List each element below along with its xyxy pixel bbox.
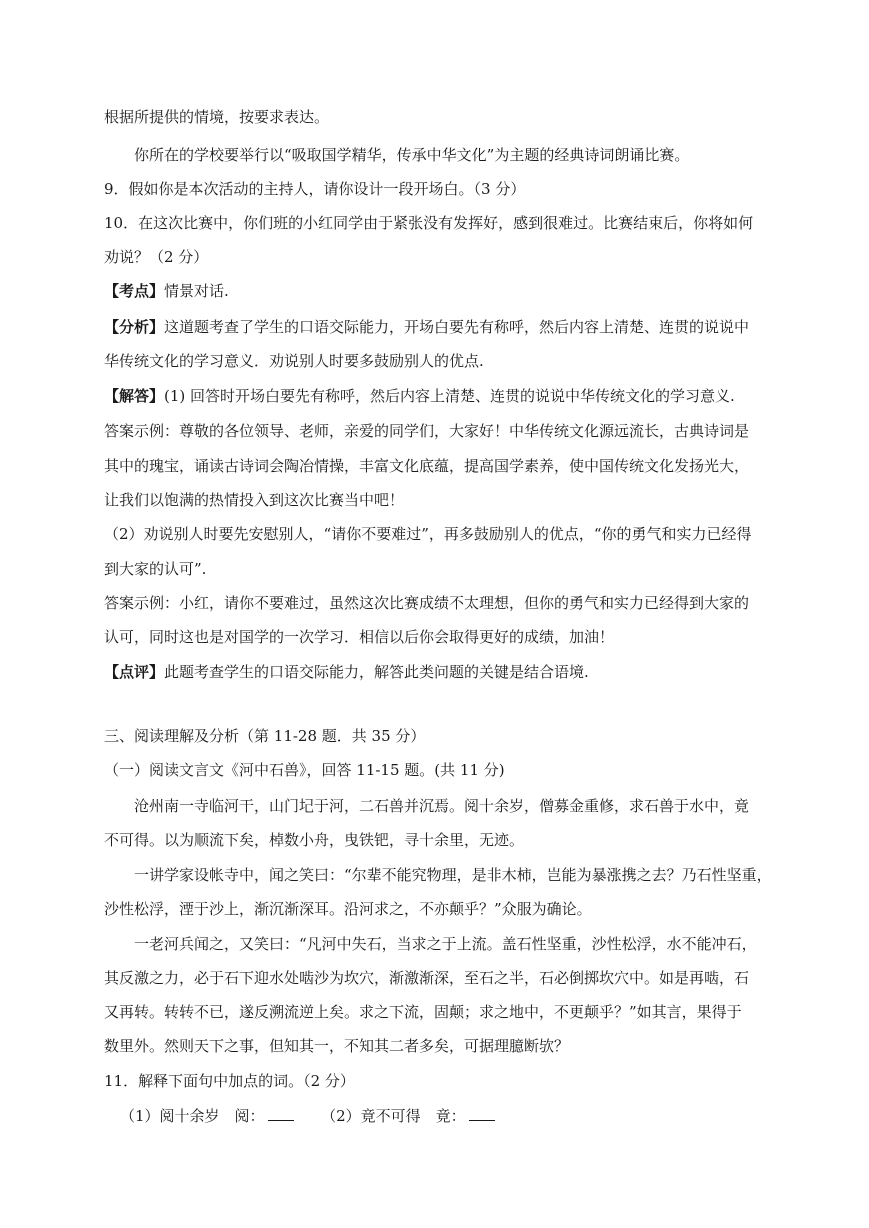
subsection-heading: （一）阅读文言文《河中石兽》，回答 11-15 题。(共 11 分) — [104, 761, 505, 779]
fenxi-tag: 【分析】 — [104, 318, 165, 336]
jieda-tag: 【解答】 — [104, 387, 165, 405]
item-1-label: （1）阅十余岁 阅： — [120, 1107, 265, 1125]
fenxi-line — [104, 317, 784, 337]
passage-line: 沧州南一寺临河干，山门圮于河，二石兽并沉焉。阅十余岁，僧募金重修，求石兽于水中，竟 — [134, 797, 750, 815]
passage-line: 其反激之力，必于石下迎水处啮沙为坎穴，渐激渐深，至石之半，石必倒掷坎穴中。如是再啮，石 — [104, 969, 750, 987]
passage-line: 沙性松浮，湮于沙上，渐沉渐深耳。沿河求之，不亦颠乎？”众服为确论。 — [104, 900, 592, 918]
dianping-line — [104, 662, 784, 682]
text-line: 到大家的认可”. — [104, 560, 207, 578]
text-line: 答案示例：尊敬的各位领导、老师，亲爱的同学们，大家好！中华传统文化源远流长，古典诗词是 — [104, 422, 750, 440]
text-line: 其中的瑰宝，诵读古诗词会陶冶情操，丰富文化底蕴，提高国学素养，使中国传统文化发扬光大， — [104, 457, 750, 475]
passage-line: 一讲学家设帐寺中，闻之笑曰：“尔辈不能究物理，是非木柿，岂能为暴涨携之去？乃石性坚重， — [134, 866, 772, 884]
answer-blank-2[interactable] — [469, 1106, 495, 1121]
answer-blank-1[interactable] — [268, 1106, 294, 1121]
text-line: （2）劝说别人时要先安慰别人，“请你不要难过”，再多鼓励别人的优点，“你的勇气和实力已经得 — [104, 525, 752, 543]
kaodian-tag: 【考点】 — [104, 282, 165, 300]
text-line: 答案示例：小红，请你不要难过，虽然这次比赛成绩不太理想，但你的勇气和实力已经得到大家的 — [104, 594, 750, 612]
kaodian-text: 情景对话. — [164, 282, 229, 300]
section-heading: 三、阅读理解及分析（第 11-28 题．共 35 分） — [104, 727, 426, 745]
text-line: 你所在的学校要举行以“吸取国学精华，传承中华文化”为主题的经典诗词朗诵比赛。 — [134, 146, 690, 164]
text-line: 根据所提供的情境，按要求表达。 — [104, 108, 330, 126]
passage-line: 数里外。然则天下之事，但知其一，不知其二者多矣，可据理臆断欤？ — [104, 1037, 570, 1055]
passage-line: 一老河兵闻之，又笑曰：“凡河中失石，当求之于上流。盖石性坚重，沙性松浮，水不能冲石， — [134, 935, 757, 953]
jieda-line — [104, 386, 784, 406]
question-10: 10．在这次比赛中，你们班的小红同学由于紧张没有发挥好，感到很难过。比赛结束后，你将如何 — [104, 214, 754, 232]
text-line: 华传统文化的学习意义．劝说别人时要多鼓励别人的优点. — [104, 352, 484, 370]
passage-line: 不可得。以为顺流下矣，棹数小舟，曳铁钯，寻十余里，无迹。 — [104, 831, 525, 849]
text-line: 劝说？（2 分） — [104, 248, 209, 266]
question-11-items — [120, 1106, 784, 1126]
text-line: 让我们以饱满的热情投入到这次比赛当中吧！ — [104, 491, 405, 509]
text-line: 认可，同时这也是对国学的一次学习．相信以后你会取得更好的成绩，加油！ — [104, 628, 615, 646]
question-11: 11．解释下面句中加点的词。（2 分） — [104, 1072, 355, 1090]
dianping-tag: 【点评】 — [104, 663, 165, 681]
kaodian-line — [104, 281, 784, 301]
jieda-text: (1) 回答时开场白要先有称呼，然后内容上清楚、连贯的说说中华传统文化的学习意义. — [164, 387, 735, 405]
fenxi-text: 这道题考查了学生的口语交际能力，开场白要先有称呼，然后内容上清楚、连贯的说说中 — [164, 318, 750, 336]
passage-line: 又再转。转转不已，遂反溯流逆上矣。求之下流，固颠；求之地中，不更颠乎？”如其言，果得于 — [104, 1003, 742, 1021]
question-9: 9．假如你是本次活动的主持人，请你设计一段开场白。（3 分） — [104, 180, 526, 198]
dianping-text: 此题考查学生的口语交际能力，解答此类问题的关键是结合语境. — [164, 663, 589, 681]
item-2-label: （2）竟不可得 竟： — [321, 1107, 466, 1125]
